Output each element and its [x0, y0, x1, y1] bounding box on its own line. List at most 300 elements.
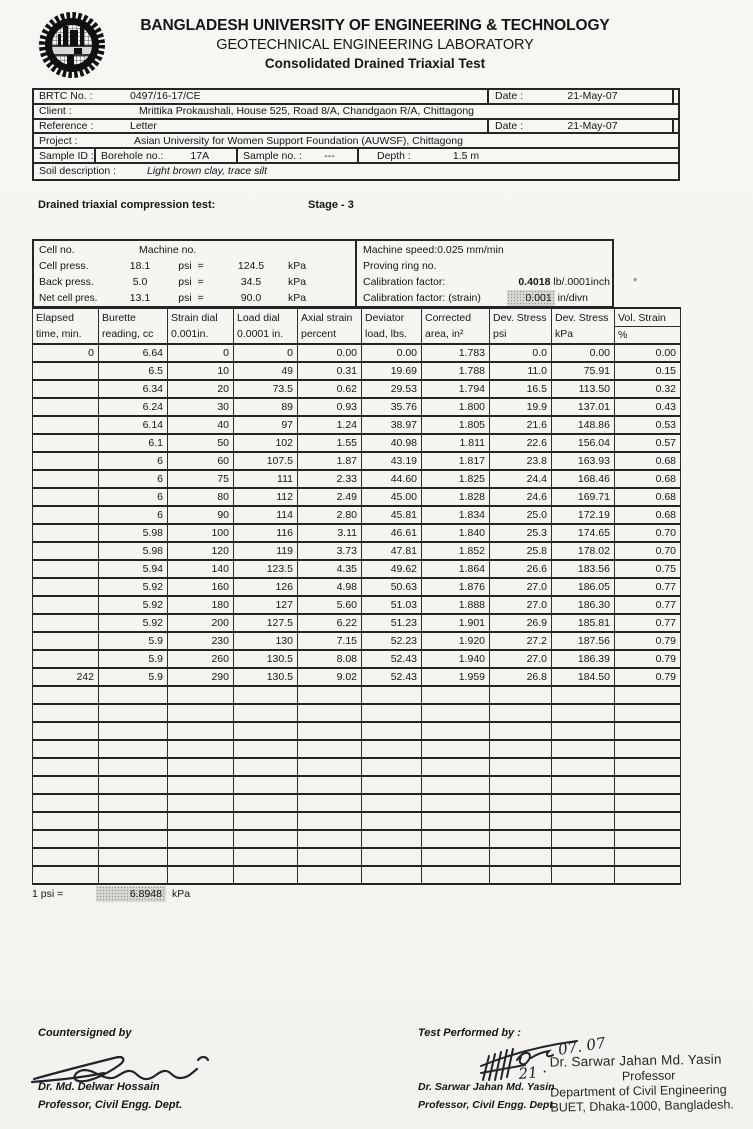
psi-equals-label: psi =: [178, 260, 204, 272]
table-cell: 1.800: [422, 398, 490, 416]
table-cell: [168, 794, 234, 812]
table-row: [33, 668, 681, 686]
table-cell: 6.22: [298, 614, 362, 632]
cell-machine-row: [34, 242, 355, 258]
table-cell: 0.43: [615, 398, 681, 416]
column-header: [490, 308, 552, 344]
table-cell: 0.70: [615, 524, 681, 542]
table-cell: 1.825: [422, 470, 490, 488]
table-cell: 30: [168, 398, 234, 416]
table-cell: 0.79: [615, 632, 681, 650]
table-cell: 0.0: [490, 344, 552, 362]
table-cell: [33, 650, 99, 668]
table-cell: 11.0: [490, 362, 552, 380]
table-cell: 7.15: [298, 632, 362, 650]
table-row: [33, 470, 681, 488]
table-cell: [362, 740, 422, 758]
back-press-psi: 5.0: [132, 276, 148, 288]
table-row: [33, 560, 681, 578]
table-cell: [33, 470, 99, 488]
column-header: [99, 308, 168, 344]
table-row: [33, 704, 681, 722]
table-cell: 43.19: [362, 452, 422, 470]
table-cell: 130.5: [234, 650, 298, 668]
table-row: [33, 830, 681, 848]
table-cell: [362, 830, 422, 848]
table-cell: 186.39: [552, 650, 615, 668]
table-cell: 26.6: [490, 560, 552, 578]
table-cell: [234, 704, 298, 722]
conversion-unit: kPa: [172, 888, 191, 900]
table-cell: 169.71: [552, 488, 615, 506]
countersigner-name: Dr. Md. Delwar Hossain: [38, 1081, 160, 1093]
table-cell: [234, 722, 298, 740]
table-cell: 113.50: [552, 380, 615, 398]
table-cell: [615, 740, 681, 758]
column-header-line: %: [618, 329, 628, 341]
table-cell: 156.04: [552, 434, 615, 452]
table-row: [33, 416, 681, 434]
table-cell: 0.32: [615, 380, 681, 398]
table-cell: [99, 740, 168, 758]
table-cell: 6: [99, 452, 168, 470]
column-header-line: Dev. Stress: [555, 312, 609, 324]
brtc-label: BRTC No. :: [39, 90, 93, 103]
table-cell: 27.0: [490, 650, 552, 668]
table-cell: 52.43: [362, 650, 422, 668]
table-row: [33, 596, 681, 614]
column-header: [422, 308, 490, 344]
table-cell: 0: [234, 344, 298, 362]
table-cell: [33, 614, 99, 632]
table-cell: 0.68: [615, 470, 681, 488]
table-cell: 26.8: [490, 668, 552, 686]
table-cell: 0.77: [615, 578, 681, 596]
table-cell: 97: [234, 416, 298, 434]
net-cell-press-label: Net cell pres.: [39, 292, 98, 304]
table-cell: [234, 758, 298, 776]
table-cell: 20: [168, 380, 234, 398]
depth-value: 1.5 m: [452, 149, 480, 162]
table-cell: [362, 866, 422, 884]
table-cell: [422, 776, 490, 794]
table-row: [33, 848, 681, 866]
net-cell-press-kpa: 90.0: [240, 292, 262, 304]
table-cell: 160: [168, 578, 234, 596]
table-cell: 19.9: [490, 398, 552, 416]
filler: [674, 90, 682, 103]
table-cell: [298, 740, 362, 758]
table-row: [33, 398, 681, 416]
table-cell: 1.888: [422, 596, 490, 614]
table-cell: [615, 776, 681, 794]
table-cell: 0.62: [298, 380, 362, 398]
table-cell: [99, 830, 168, 848]
table-cell: [422, 848, 490, 866]
table-cell: 126: [234, 578, 298, 596]
table-cell: [33, 704, 99, 722]
table-cell: 75.91: [552, 362, 615, 380]
table-cell: 73.5: [234, 380, 298, 398]
table-cell: 22.6: [490, 434, 552, 452]
test-type-label: Drained triaxial compression test:: [38, 199, 216, 211]
table-cell: 25.8: [490, 542, 552, 560]
svg-text:21 ·: 21 ·: [517, 1062, 548, 1083]
psi-conversion-line: [32, 886, 190, 902]
date-box: [487, 90, 674, 103]
table-cell: [552, 686, 615, 704]
table-cell: [298, 704, 362, 722]
table-cell: 116: [234, 524, 298, 542]
table-cell: 242: [33, 668, 99, 686]
table-cell: 187.56: [552, 632, 615, 650]
table-cell: 163.93: [552, 452, 615, 470]
table-cell: [490, 830, 552, 848]
table-cell: 27.2: [490, 632, 552, 650]
table-cell: 16.5: [490, 380, 552, 398]
table-cell: [490, 686, 552, 704]
table-cell: 6.5: [99, 362, 168, 380]
table-cell: [490, 848, 552, 866]
table-cell: [552, 794, 615, 812]
table-cell: 1.828: [422, 488, 490, 506]
table-cell: 19.69: [362, 362, 422, 380]
buet-logo-icon: [36, 8, 108, 82]
table-cell: 9.02: [298, 668, 362, 686]
table-cell: 107.5: [234, 452, 298, 470]
table-cell: [33, 398, 99, 416]
table-cell: [234, 776, 298, 794]
table-cell: [33, 380, 99, 398]
table-cell: 8.08: [298, 650, 362, 668]
table-cell: 1.852: [422, 542, 490, 560]
info-row-soil: [34, 164, 678, 179]
column-header: [298, 308, 362, 344]
table-cell: [298, 830, 362, 848]
table-cell: 0.53: [615, 416, 681, 434]
table-cell: [33, 596, 99, 614]
table-cell: [168, 776, 234, 794]
table-cell: 168.46: [552, 470, 615, 488]
column-header-line: 0.001in.: [171, 328, 209, 340]
table-cell: [362, 758, 422, 776]
table-cell: [362, 776, 422, 794]
table-cell: 35.76: [362, 398, 422, 416]
table-cell: [33, 686, 99, 704]
table-row: [33, 650, 681, 668]
table-cell: 2.33: [298, 470, 362, 488]
table-cell: 186.05: [552, 578, 615, 596]
column-header-line: kPa: [555, 328, 574, 340]
table-cell: [33, 794, 99, 812]
scan-artifact-mark: *: [633, 276, 638, 288]
table-cell: [490, 776, 552, 794]
calibration-strain-label: Calibration factor: (strain): [363, 292, 481, 304]
table-cell: 6: [99, 470, 168, 488]
column-header: [234, 308, 298, 344]
table-cell: 0.68: [615, 488, 681, 506]
table-cell: 0.79: [615, 650, 681, 668]
table-cell: 52.23: [362, 632, 422, 650]
test-performed-by-label: Test Performed by :: [418, 1027, 521, 1039]
performer-name: Dr. Sarwar Jahan Md. Yasin: [418, 1081, 555, 1093]
table-cell: [490, 812, 552, 830]
table-cell: [234, 848, 298, 866]
table-cell: [99, 758, 168, 776]
table-cell: [615, 758, 681, 776]
sample-no-cell: [238, 149, 359, 162]
table-cell: [234, 740, 298, 758]
table-row: [33, 632, 681, 650]
date-box-2: [487, 120, 674, 133]
table-cell: 137.01: [552, 398, 615, 416]
table-cell: [33, 848, 99, 866]
table-cell: 24.6: [490, 488, 552, 506]
table-row: [33, 578, 681, 596]
table-cell: 24.4: [490, 470, 552, 488]
table-cell: [168, 704, 234, 722]
borehole-label: Borehole no.:: [101, 149, 164, 162]
table-cell: [168, 740, 234, 758]
table-cell: [490, 704, 552, 722]
table-cell: 44.60: [362, 470, 422, 488]
table-cell: 0.00: [362, 344, 422, 362]
table-cell: [33, 506, 99, 524]
stamp-department: Department of Civil Engineering: [550, 1082, 727, 1100]
table-cell: [422, 794, 490, 812]
table-cell: [362, 722, 422, 740]
table-cell: 6: [99, 488, 168, 506]
table-cell: 40.98: [362, 434, 422, 452]
column-header-line: time, min.: [36, 328, 82, 340]
table-cell: 1.876: [422, 578, 490, 596]
table-cell: 1.788: [422, 362, 490, 380]
table-cell: [552, 722, 615, 740]
table-cell: 3.73: [298, 542, 362, 560]
table-row: [33, 488, 681, 506]
table-cell: [234, 686, 298, 704]
table-row: [33, 344, 681, 362]
date-label-2: Date :: [495, 119, 524, 132]
reference-label: Reference :: [39, 119, 94, 132]
table-cell: [298, 794, 362, 812]
info-row-sample: [34, 149, 678, 164]
column-header-line: Burette: [102, 312, 136, 324]
table-cell: 51.03: [362, 596, 422, 614]
table-cell: [99, 812, 168, 830]
table-cell: 25.0: [490, 506, 552, 524]
column-header-line: percent: [301, 328, 337, 340]
table-cell: [552, 866, 615, 884]
table-cell: 1.834: [422, 506, 490, 524]
column-header-line: Strain dial: [171, 312, 218, 324]
table-cell: 0.31: [298, 362, 362, 380]
sample-no-label: Sample no. :: [243, 149, 302, 162]
kpa-unit-label: kPa: [288, 276, 307, 288]
table-cell: 5.98: [99, 524, 168, 542]
table-cell: [552, 812, 615, 830]
table-cell: 130: [234, 632, 298, 650]
psi-equals-label: psi =: [178, 276, 204, 288]
table-cell: 49: [234, 362, 298, 380]
table-cell: [168, 830, 234, 848]
table-cell: 26.9: [490, 614, 552, 632]
table-cell: [422, 722, 490, 740]
soil-description-label: Soil description :: [39, 165, 117, 178]
table-cell: 0.77: [615, 596, 681, 614]
table-cell: [33, 488, 99, 506]
back-press-kpa: 34.5: [240, 276, 262, 288]
table-cell: 172.19: [552, 506, 615, 524]
table-cell: [298, 866, 362, 884]
laboratory-title: GEOTECHNICAL ENGINEERING LABORATORY: [216, 37, 534, 53]
column-header-line: reading, cc: [102, 328, 154, 340]
table-cell: 1.55: [298, 434, 362, 452]
table-cell: [490, 722, 552, 740]
table-cell: [298, 686, 362, 704]
info-row-reference: [34, 120, 678, 135]
table-cell: 178.02: [552, 542, 615, 560]
table-cell: 5.94: [99, 560, 168, 578]
table-cell: [234, 794, 298, 812]
table-row: [33, 866, 681, 884]
machine-parameters: [357, 241, 612, 306]
table-cell: 50: [168, 434, 234, 452]
table-cell: 6.24: [99, 398, 168, 416]
table-cell: 5.98: [99, 542, 168, 560]
table-row: [33, 812, 681, 830]
back-pressure-row: [34, 274, 355, 290]
table-row: [33, 452, 681, 470]
table-cell: [168, 758, 234, 776]
calibration-factor-label: Calibration factor:: [363, 276, 446, 288]
table-cell: [168, 722, 234, 740]
table-cell: [422, 740, 490, 758]
table-cell: [99, 704, 168, 722]
table-cell: 38.97: [362, 416, 422, 434]
table-cell: 111: [234, 470, 298, 488]
table-cell: 90: [168, 506, 234, 524]
column-header-line: load, lbs.: [365, 328, 408, 340]
table-row: [33, 740, 681, 758]
table-cell: 5.9: [99, 668, 168, 686]
info-row-project: [34, 134, 678, 149]
table-cell: 6.34: [99, 380, 168, 398]
table-cell: 50.63: [362, 578, 422, 596]
table-cell: 47.81: [362, 542, 422, 560]
table-cell: [33, 416, 99, 434]
table-cell: [33, 722, 99, 740]
table-cell: [33, 542, 99, 560]
cell-press-label: Cell press.: [39, 260, 89, 272]
table-row: [33, 614, 681, 632]
client-value: Mrittika Prokaushali, House 525, Road 8/A, Chandgaon R/A, Chittagong: [139, 105, 475, 118]
column-header-line: Elapsed: [36, 312, 74, 324]
column-header-line: Deviator: [365, 312, 405, 324]
table-cell: 1.794: [422, 380, 490, 398]
date-value-2: 21-May-07: [567, 119, 618, 132]
column-header: [552, 308, 615, 344]
table-cell: [422, 812, 490, 830]
table-cell: [615, 812, 681, 830]
table-cell: 29.53: [362, 380, 422, 398]
table-cell: 45.81: [362, 506, 422, 524]
cell-press-psi: 18.1: [129, 260, 151, 272]
university-title: BANGLADESH UNIVERSITY OF ENGINEERING & TECHNOLOGY: [140, 17, 610, 34]
table-cell: 1.24: [298, 416, 362, 434]
report-title: Consolidated Drained Triaxial Test: [264, 56, 486, 71]
table-cell: 5.92: [99, 596, 168, 614]
table-cell: 114: [234, 506, 298, 524]
table-cell: [33, 812, 99, 830]
table-cell: 1.840: [422, 524, 490, 542]
table-cell: 5.92: [99, 578, 168, 596]
table-cell: 0: [168, 344, 234, 362]
depth-cell: [359, 150, 479, 162]
table-cell: [168, 848, 234, 866]
table-row: [33, 542, 681, 560]
table-cell: [615, 848, 681, 866]
borehole-cell: [96, 149, 238, 162]
table-cell: 2.49: [298, 488, 362, 506]
table-cell: [362, 794, 422, 812]
table-cell: [168, 812, 234, 830]
countersigner-role: Professor, Civil Engg. Dept.: [38, 1099, 183, 1111]
kpa-unit-label: kPa: [288, 292, 307, 304]
table-cell: [33, 524, 99, 542]
test-parameters-box: [32, 239, 614, 308]
machine-no-label: Machine no.: [139, 244, 197, 256]
table-cell: 185.81: [552, 614, 615, 632]
table-cell: 0.15: [615, 362, 681, 380]
table-cell: 60: [168, 452, 234, 470]
table-cell: 0.70: [615, 542, 681, 560]
table-cell: [615, 866, 681, 884]
table-cell: 0.79: [615, 668, 681, 686]
performer-role: Professor, Civil Engg. Dept.: [418, 1099, 556, 1111]
table-cell: 46.61: [362, 524, 422, 542]
table-cell: [422, 704, 490, 722]
table-cell: [490, 866, 552, 884]
table-cell: [552, 776, 615, 794]
table-cell: 0.57: [615, 434, 681, 452]
table-cell: 180: [168, 596, 234, 614]
psi-equals-label: psi =: [178, 292, 204, 304]
table-cell: 4.35: [298, 560, 362, 578]
table-cell: [615, 794, 681, 812]
date-label: Date :: [495, 90, 524, 103]
table-cell: 1.805: [422, 416, 490, 434]
column-header: [33, 308, 99, 344]
info-row-brtc: [34, 90, 678, 105]
table-cell: [362, 812, 422, 830]
stage-label: Stage - 3: [308, 199, 354, 211]
table-cell: [362, 686, 422, 704]
table-cell: [552, 848, 615, 866]
table-cell: 1.959: [422, 668, 490, 686]
conversion-value: 6.8948: [96, 886, 166, 902]
table-cell: 1.940: [422, 650, 490, 668]
column-header-line: Load dial: [237, 312, 280, 324]
table-cell: [422, 866, 490, 884]
table-cell: [298, 812, 362, 830]
borehole-value: 17A: [190, 149, 210, 162]
table-cell: [99, 848, 168, 866]
table-cell: 1.811: [422, 434, 490, 452]
table-cell: 186.30: [552, 596, 615, 614]
table-cell: [33, 560, 99, 578]
table-cell: 127.5: [234, 614, 298, 632]
